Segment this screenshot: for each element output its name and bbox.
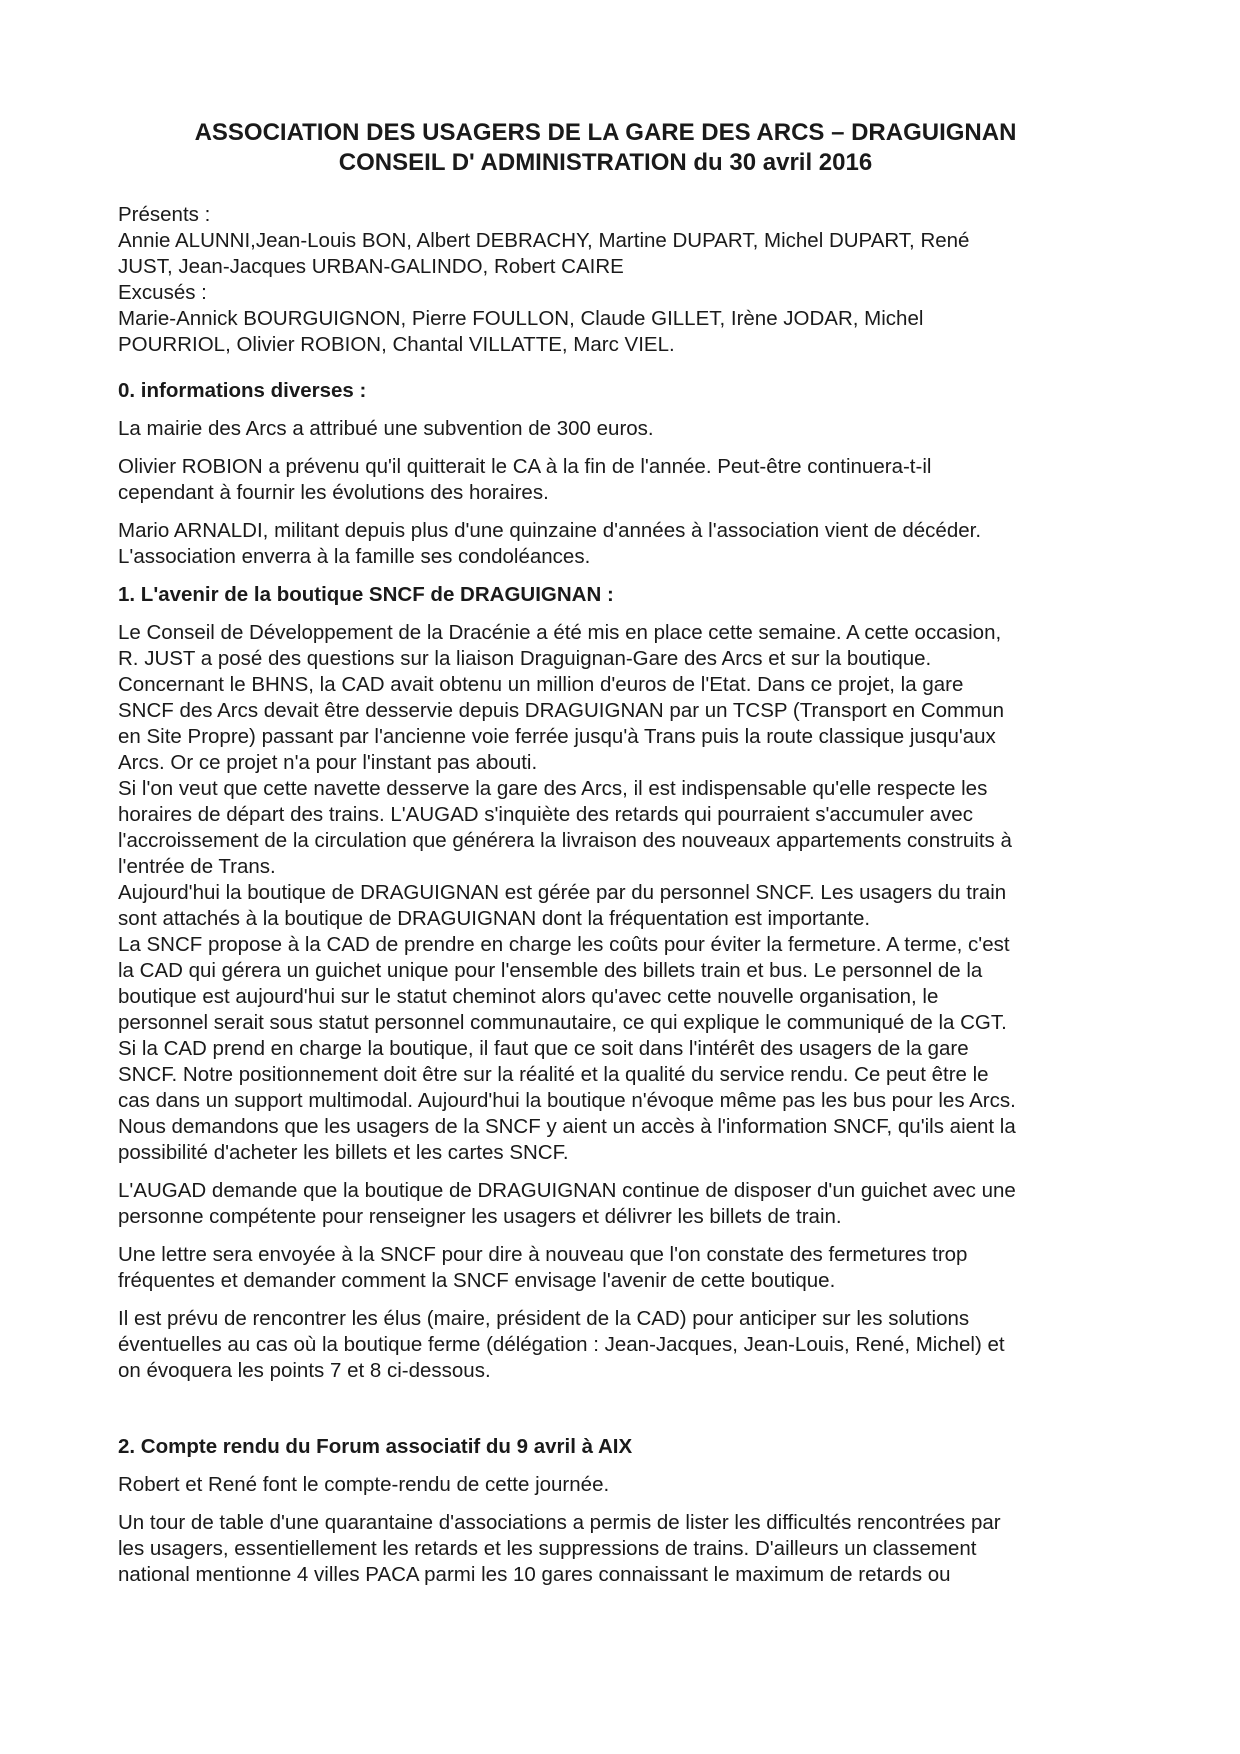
text-line: les usagers, essentiellement les retards et les suppressions de trains. D'ailleurs un classement xyxy=(118,1537,977,1560)
text-line: SNCF. Notre positionnement doit être sur la réalité et la qualité du service rendu. Ce peut être le xyxy=(118,1063,989,1086)
excused-line: Marie-Annick BOURGUIGNON, Pierre FOULLON, Claude GILLET, Irène JODAR, Michel xyxy=(118,307,924,330)
document-page xyxy=(118,118,1093,1600)
paragraph xyxy=(118,620,1093,1166)
title-line-association: ASSOCIATION DES USAGERS DE LA GARE DES ARCS – DRAGUIGNAN xyxy=(194,119,1017,146)
text-line: Un tour de table d'une quarantaine d'associations a permis de lister les difficultés rencontrées par xyxy=(118,1511,1001,1534)
text-line: L'AUGAD demande que la boutique de DRAGUIGNAN continue de disposer d'un guichet avec une xyxy=(118,1179,1016,1202)
text-line: Robert et René font le compte-rendu de cette journée. xyxy=(118,1473,610,1496)
text-line: boutique est aujourd'hui sur le statut cheminot alors qu'avec cette nouvelle organisation, le xyxy=(118,985,939,1008)
excused-line: POURRIOL, Olivier ROBION, Chantal VILLATTE, Marc VIEL. xyxy=(118,333,675,356)
text-line: L'association enverra à la famille ses condoléances. xyxy=(118,545,591,568)
text-line: on évoquera les points 7 et 8 ci-dessous. xyxy=(118,1359,491,1382)
title-line-meeting: CONSEIL D' ADMINISTRATION du 30 avril 2016 xyxy=(338,149,873,176)
section-forum-associatif xyxy=(118,1434,1093,1588)
text-line: Aujourd'hui la boutique de DRAGUIGNAN est gérée par du personnel SNCF. Les usagers du train xyxy=(118,881,1007,904)
text-line: possibilité d'acheter les billets et les cartes SNCF. xyxy=(118,1141,569,1164)
text-line: SNCF des Arcs devait être desservie depuis DRAGUIGNAN par un TCSP (Transport en Commun xyxy=(118,699,1005,722)
text-line: Il est prévu de rencontrer les élus (maire, président de la CAD) pour anticiper sur les solutions xyxy=(118,1307,970,1330)
section-heading: 2. Compte rendu du Forum associatif du 9 avril à AIX xyxy=(118,1435,633,1458)
text-line: fréquentes et demander comment la SNCF envisage l'avenir de cette boutique. xyxy=(118,1269,836,1292)
text-line: Si l'on veut que cette navette desserve la gare des Arcs, il est indispensable qu'elle respecte les xyxy=(118,777,988,800)
text-line: Le Conseil de Développement de la Dracénie a été mis en place cette semaine. A cette occasion, xyxy=(118,621,1002,644)
text-line: sont attachés à la boutique de DRAGUIGNAN dont la fréquentation est importante. xyxy=(118,907,871,930)
paragraph xyxy=(118,1242,1093,1294)
paragraph xyxy=(118,1306,1093,1384)
excused-label: Excusés : xyxy=(118,281,207,304)
text-line: horaires de départ des trains. L'AUGAD s'inquiète des retards qui pourraient s'accumuler avec xyxy=(118,803,973,826)
paragraph xyxy=(118,416,1093,442)
present-line: Annie ALUNNI,Jean-Louis BON, Albert DEBRACHY, Martine DUPART, Michel DUPART, René xyxy=(118,229,970,252)
text-line: cas dans un support multimodal. Aujourd'hui la boutique n'évoque même pas les bus pour les Arcs. xyxy=(118,1089,1016,1112)
text-line: La SNCF propose à la CAD de prendre en charge les coûts pour éviter la fermeture. A terme, c'est xyxy=(118,933,1010,956)
text-line: Nous demandons que les usagers de la SNCF y aient un accès à l'information SNCF, qu'ils aient la xyxy=(118,1115,1016,1138)
present-label: Présents : xyxy=(118,203,211,226)
document-title xyxy=(118,118,1093,178)
section-heading: 0. informations diverses : xyxy=(118,379,367,402)
paragraph xyxy=(118,1510,1093,1588)
text-line: national mentionne 4 villes PACA parmi les 10 gares connaissant le maximum de retards ou xyxy=(118,1563,951,1586)
text-line: La mairie des Arcs a attribué une subvention de 300 euros. xyxy=(118,417,654,440)
text-line: la CAD qui gérera un guichet unique pour l'ensemble des billets train et bus. Le personnel de la xyxy=(118,959,983,982)
paragraph xyxy=(118,1178,1093,1230)
section-heading: 1. L'avenir de la boutique SNCF de DRAGUIGNAN : xyxy=(118,583,614,606)
text-line: Si la CAD prend en charge la boutique, il faut que ce soit dans l'intérêt des usagers de la gare xyxy=(118,1037,969,1060)
section-boutique-sncf xyxy=(118,582,1093,1384)
paragraph xyxy=(118,454,1093,506)
text-line: éventuelles au cas où la boutique ferme (délégation : Jean-Jacques, Jean-Louis, René, Michel) et xyxy=(118,1333,1005,1356)
text-line: cependant à fournir les évolutions des horaires. xyxy=(118,481,549,504)
text-line: en Site Propre) passant par l'ancienne voie ferrée jusqu'à Trans puis la route classique jusqu'aux xyxy=(118,725,996,748)
present-line: JUST, Jean-Jacques URBAN-GALINDO, Robert CAIRE xyxy=(118,255,624,278)
paragraph xyxy=(118,518,1093,570)
text-line: l'accroissement de la circulation que générera la livraison des nouveaux appartements construits à xyxy=(118,829,1012,852)
section-informations-diverses xyxy=(118,378,1093,570)
text-line: personne compétente pour renseigner les usagers et délivrer les billets de train. xyxy=(118,1205,842,1228)
text-line: personnel serait sous statut personnel communautaire, ce qui explique le communiqué de la CGT. xyxy=(118,1011,1007,1034)
text-line: Concernant le BHNS, la CAD avait obtenu un million d'euros de l'Etat. Dans ce projet, la gare xyxy=(118,673,964,696)
text-line: Mario ARNALDI, militant depuis plus d'une quinzaine d'années à l'association vient de décéder. xyxy=(118,519,982,542)
text-line: Olivier ROBION a prévenu qu'il quitterait le CA à la fin de l'année. Peut-être continuera-t-il xyxy=(118,455,932,478)
paragraph xyxy=(118,1472,1093,1498)
text-line: Une lettre sera envoyée à la SNCF pour dire à nouveau que l'on constate des fermetures trop xyxy=(118,1243,968,1266)
attendance-block xyxy=(118,202,1093,358)
text-line: l'entrée de Trans. xyxy=(118,855,276,878)
text-line: Arcs. Or ce projet n'a pour l'instant pas abouti. xyxy=(118,751,538,774)
text-line: R. JUST a posé des questions sur la liaison Draguignan-Gare des Arcs et sur la boutique. xyxy=(118,647,932,670)
